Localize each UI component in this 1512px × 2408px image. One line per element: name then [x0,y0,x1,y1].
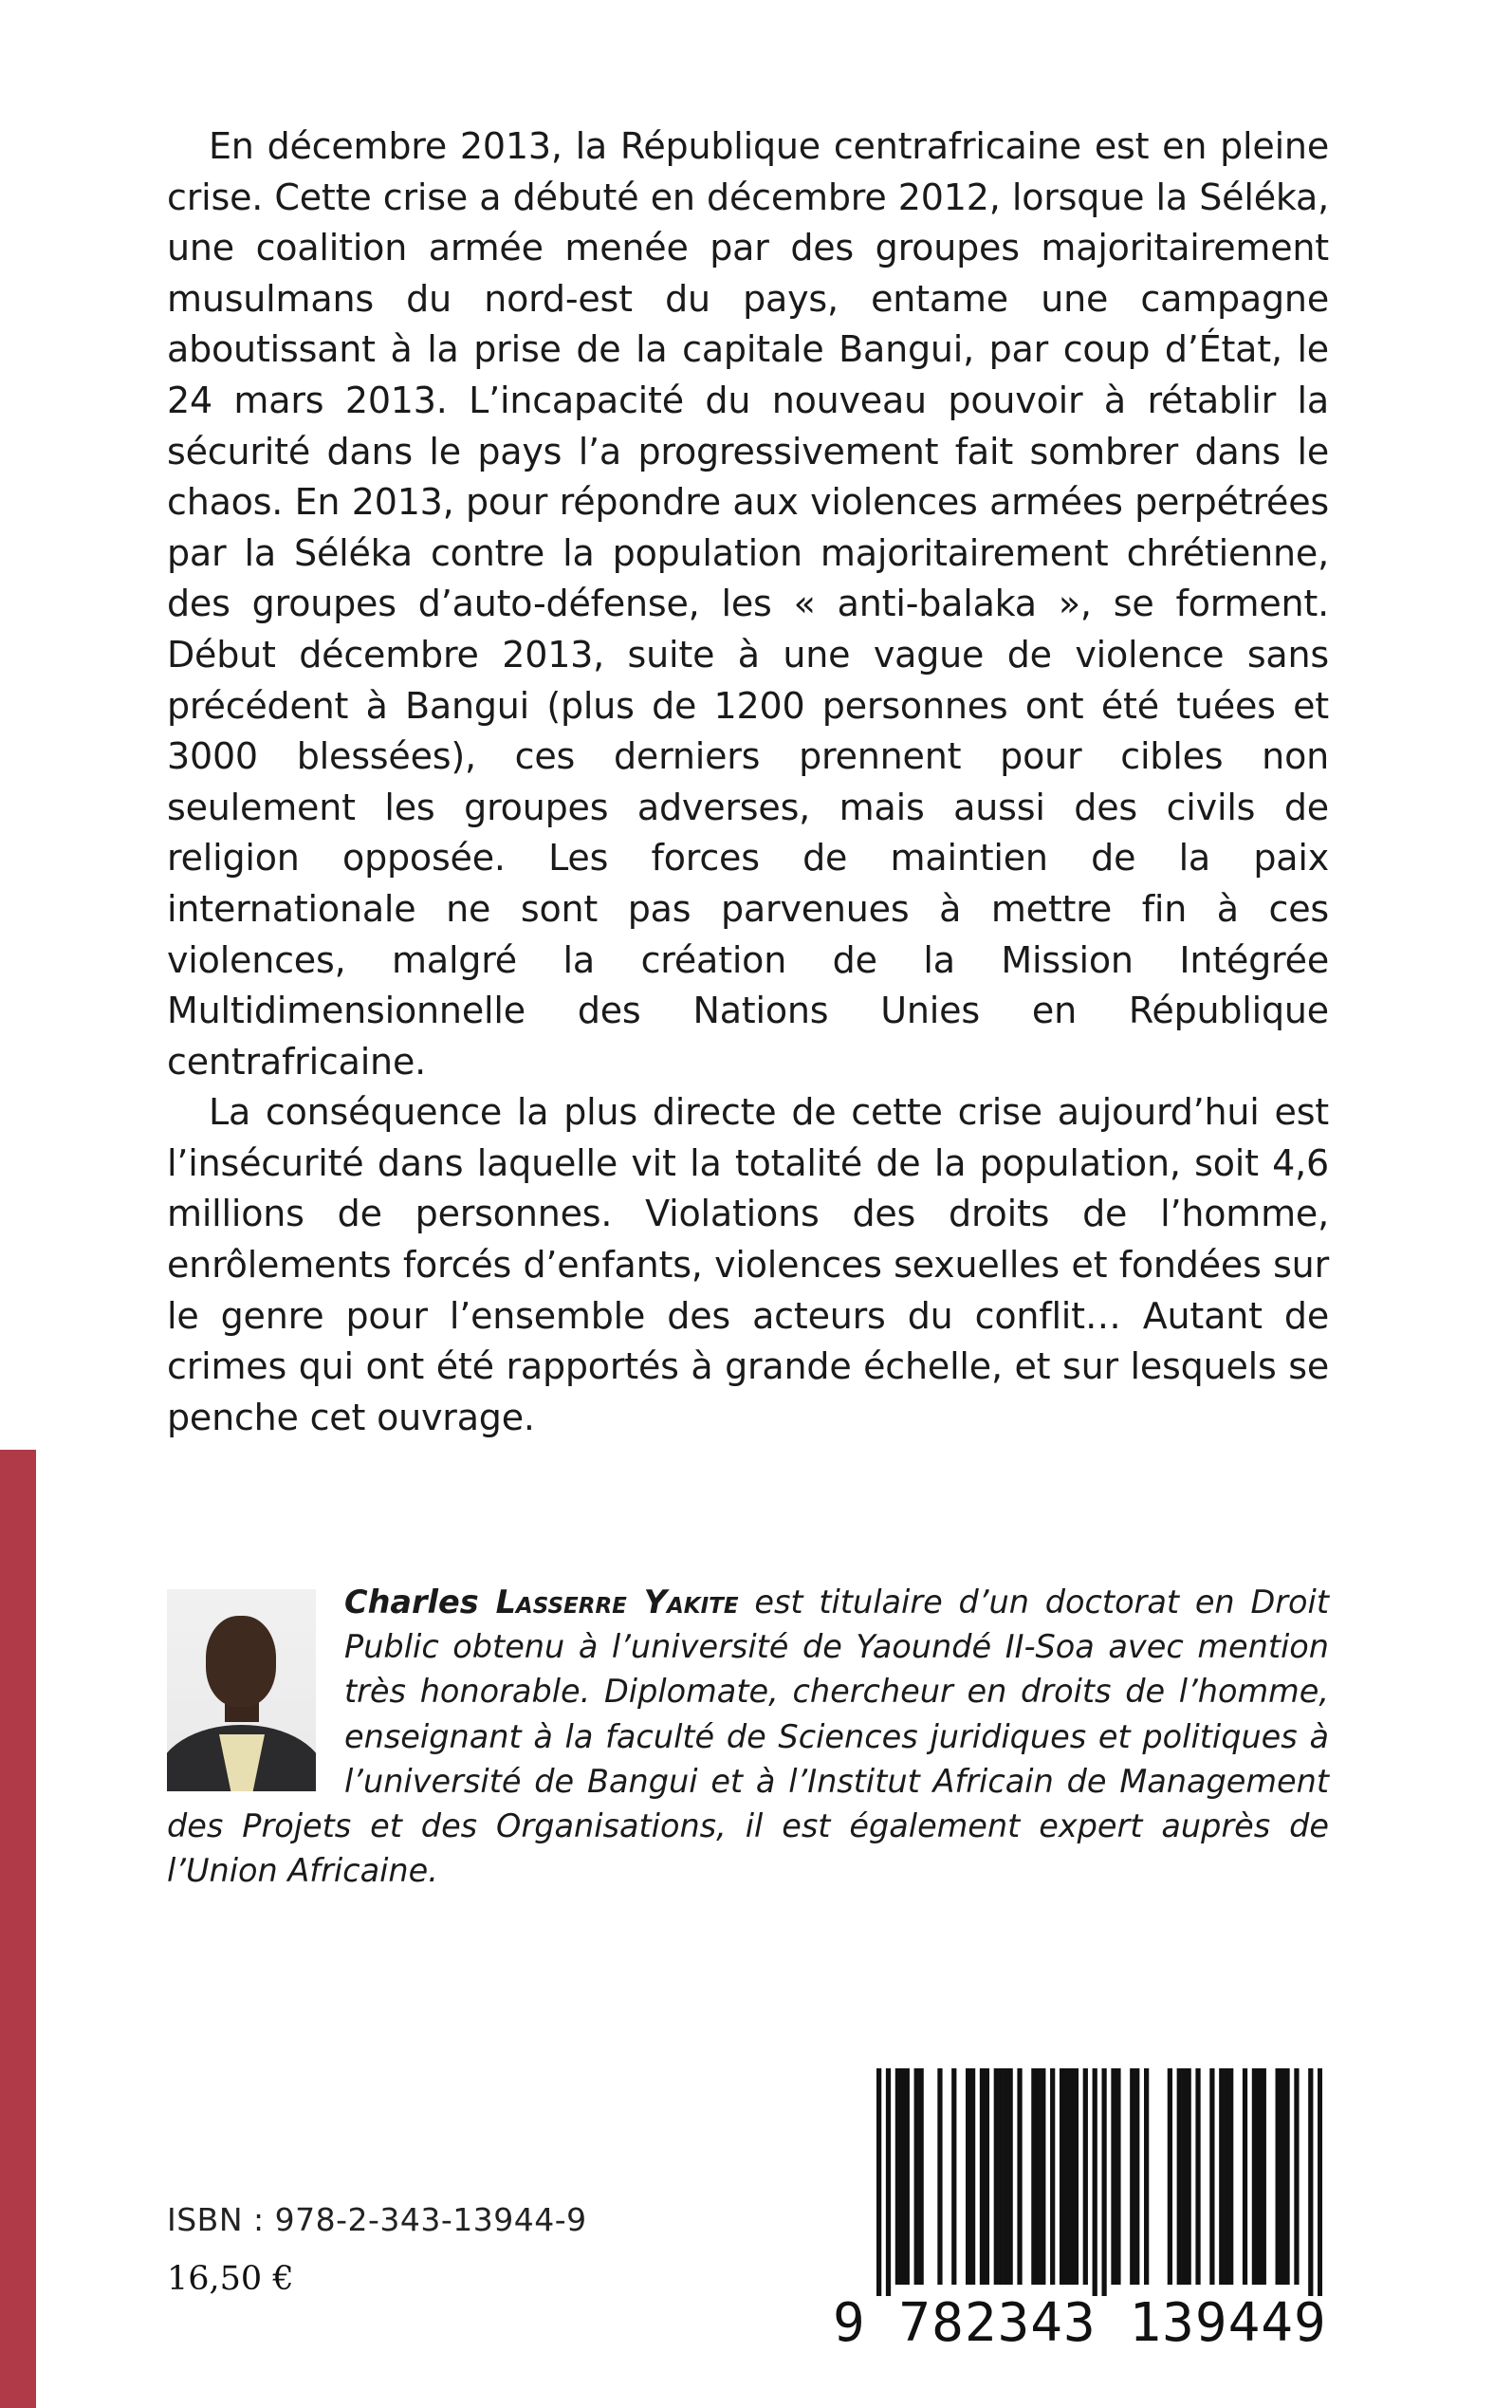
barcode-bar [1195,2068,1200,2285]
barcode-bars [876,2068,1322,2296]
accent-band [0,1450,36,2408]
barcode-bar [1050,2068,1055,2285]
barcode-bar [1004,2068,1008,2285]
summary-paragraph-1: En décembre 2013, la République centrafricaine est en pleine crise. Cette crise a débuté en décembre 2012, lorsque la Séléka, une coalition armée menée par des groupes majoritairement musulmans du nord-est du pays, entame une campagne aboutissant à la prise de la capitale Bangui, par coup d’État, le 24 mars 2013. L’incapacité du nouveau pouvoir à rétablir la sécurité dans le pays l’a progressivement fait sombrer dans le chaos. En 2013, pour répondre aux violences armées perpétrées par la Séléka contre la population majoritairement chrétienne, des groupes d’auto-défense, les « anti-balaka », se forment. Début décembre 2013, suite à une vague de violence sans précédent à Bangui (plus de 1200 personnes ont été tuées et 3000 blessées), ces derniers prennent pour cibles non seulement les groupes adverses, mais aussi des civils de religion opposée. Les forces de maintien de la paix internationale ne sont pas parvenues à mettre fin à ces violences, malgré la création de la Mission Intégrée Multidimensionnelle des Nations Unies en République centrafricaine. [167,125,1329,1083]
barcode-bar [985,2068,989,2285]
summary-paragraph-2: La conséquence la plus directe de cette crise aujourd’hui est l’insécurité dans laquelle vit la totalité de la population, soit 4,6 millions de personnes. Violations des droits de l’homme, enrôlements forcés d’enfants, violences sexuelles et fondées sur le genre pour l’ensemble des acteurs du conflit… Autant de crimes qui ont été rapportés à grande échelle, et sur lesquels se penche cet ouvrage. [167,1091,1329,1438]
barcode-bar [1276,2068,1281,2285]
barcode-bar [951,2068,956,2285]
barcode-bar [1116,2068,1120,2285]
barcode-bar [1257,2068,1262,2285]
barcode-bar [1252,2068,1257,2285]
barcode-bar [1243,2068,1247,2285]
barcode-bar [1069,2068,1074,2285]
barcode-bar [1187,2068,1191,2285]
barcode-bar [1168,2068,1172,2285]
barcode-bar [1209,2068,1214,2285]
barcode-bar [980,2068,985,2285]
author-bio-block [167,1580,1329,1893]
isbn-label: ISBN : 978-2-343-13944-9 [167,2201,587,2238]
back-cover-summary [167,121,1329,1443]
barcode-bar [1219,2068,1224,2285]
barcode-bar [1036,2068,1041,2285]
barcode-bar [1294,2068,1299,2285]
barcode-bar [1083,2068,1088,2285]
barcode-bar [1064,2068,1069,2285]
barcode-bar [1308,2068,1313,2296]
barcode-bar [1130,2068,1134,2285]
barcode-bar [970,2068,975,2285]
barcode-bar [1060,2068,1064,2285]
barcode-bar [1177,2068,1182,2285]
author-last-name: Lasserre Yakite [495,1584,739,1621]
barcode-bar [1031,2068,1036,2285]
barcode-bar [1284,2068,1289,2285]
barcode-bar [1280,2068,1284,2285]
barcode-bar [1182,2068,1187,2285]
barcode-bar [1074,2068,1079,2285]
barcode-bar [919,2068,924,2285]
barcode-bar [994,2068,999,2285]
price-label: 16,50 € [167,2260,294,2298]
barcode-bar [900,2068,905,2285]
barcode-bar [1318,2068,1322,2296]
barcode-bar [895,2068,900,2285]
author-photo [167,1589,316,1791]
barcode [833,2068,1327,2354]
barcode-bar [905,2068,910,2285]
barcode-bar [966,2068,970,2285]
barcode-bar [1101,2068,1106,2296]
barcode-bar [1224,2068,1228,2285]
barcode-bar [1093,2068,1097,2296]
author-first-name: Charles [344,1584,479,1621]
barcode-bar [1144,2068,1149,2285]
barcode-bar [886,2068,891,2296]
author-bio: est titulaire d’un doctorat en Droit Public obtenu à l’université de Yaoundé II-Soa avec mention très honorable. Diplomate, chercheur en droits de l’homme, enseignant à la faculté de Sciences juridiques et politiques à l’université de Bangui et à l’Institut Africain de Management des Projets et des Organisations, il est également expert auprès de l’Union Africaine. [167,1584,1329,1890]
barcode-bar [1017,2068,1022,2285]
barcode-bar [1111,2068,1116,2285]
barcode-bar [1228,2068,1233,2285]
barcode-bar [1262,2068,1266,2285]
barcode-bar [999,2068,1004,2285]
barcode-bar [876,2068,881,2296]
barcode-bar [937,2068,942,2285]
barcode-bar [914,2068,919,2285]
barcode-bar [1041,2068,1045,2285]
barcode-bar [1134,2068,1139,2285]
barcode-bar [1008,2068,1013,2285]
barcode-digits: 9 782343 139449 [833,2292,1327,2354]
author-name [344,1584,739,1621]
